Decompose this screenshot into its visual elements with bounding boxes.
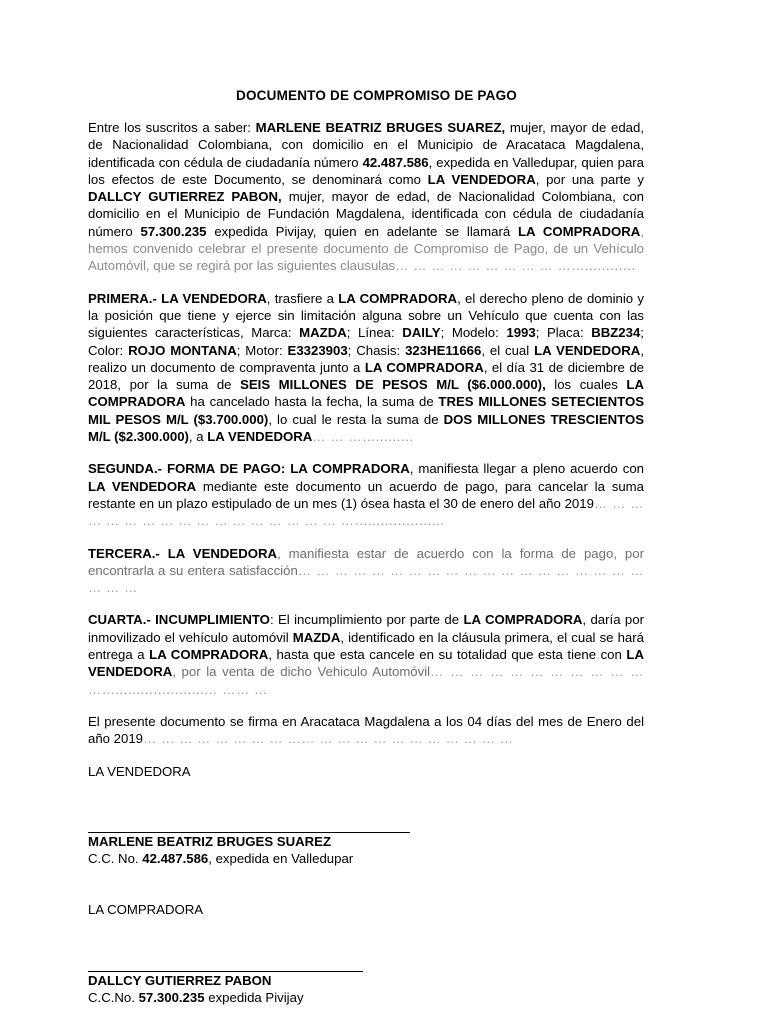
cc-suffix-compradora: expedida Pivijay	[204, 990, 304, 1006]
cuarta-compradora-2: LA COMPRADORA	[149, 647, 269, 663]
segunda-text-1: , manifiesta llegar a pleno acuerdo con	[409, 461, 644, 477]
signature-block-compradora	[88, 901, 683, 1006]
cc-number-compradora: 57.300.235	[138, 990, 205, 1006]
cc-suffix-vendedora: , expedida en Valledupar	[208, 851, 354, 867]
compradora-cedula-inline: 57.300.235	[140, 223, 207, 239]
signature-line-compradora	[88, 971, 363, 972]
vehicle-color: ROJO MONTANA	[128, 342, 237, 358]
intro-text-6: expedida Pivijay, quien en adelante se llamará	[206, 223, 518, 239]
paragraph-clause-cuarta	[88, 611, 644, 697]
primera-text-9: , el cual	[481, 342, 535, 358]
segunda-ellipsis-a: … … … … … … … … … … … … … … … … … …	[88, 495, 645, 529]
primera-text-15: , a	[188, 429, 208, 445]
primera-text-10: , realizo un documento de compraventa junto a	[88, 342, 644, 375]
primera-text-8: ; Chasis:	[347, 342, 406, 358]
cuarta-ellipsis-b: ……………………	[101, 681, 205, 697]
closing-ellipsis: … … … … … … … … …… … … … … … … … … … … …	[143, 731, 514, 747]
primera-text-1: , trasfiere a	[266, 290, 339, 306]
primera-text-4: ; Modelo:	[440, 325, 507, 341]
signature-name-vendedora: MARLENE BEATRIZ BRUGES SUAREZ	[88, 833, 331, 849]
cuarta-text-3: , identificado en la cláusula primera, el cual se hará entrega a	[88, 629, 644, 663]
paragraph-clause-segunda	[88, 460, 644, 529]
segunda-text-2: mediante este documento un acuerdo de pago, para cancelar la suma restante en un plazo estipulado de un mes (1) ósea hasta el 30 de enero del año 2019	[88, 478, 644, 511]
vehicle-marca: MAZDA	[299, 325, 347, 341]
primera-text-11: , el día 31 de diciembre de 2018, por la suma de	[88, 359, 644, 393]
vehicle-modelo: 1993	[506, 325, 536, 341]
primera-text-2: , el derecho pleno de dominio y la posición que tiene y ejerce sin limitación alguna sobre un Vehículo que cuenta con las siguientes características, Marca:	[88, 290, 644, 341]
signature-space-compradora[interactable]	[88, 919, 683, 971]
primera-text-5: ; Placa:	[535, 325, 592, 341]
intro-text-2: mujer, mayor de edad, de Nacionalidad Colombiana, con domicilio en el Municipio de Aracataca Magdalena, identificada con cédula de ciudadanía número	[88, 120, 644, 170]
primera-vendedora-3: LA VENDEDORA	[207, 429, 313, 445]
primera-text-13: ha cancelado hasta la fecha, la suma de	[185, 394, 439, 410]
cuarta-text-2: , daría por inmovilizado el vehículo automóvil	[88, 612, 644, 645]
intro-text-5: mujer, mayor de edad, de Nacionalidad Colombiana, con domicilio en el Municipio de Fundación Magdalena, identificada con cédula de ciudadanía número	[88, 189, 645, 239]
cc-prefix-compradora: C.C.No.	[88, 990, 139, 1006]
cuarta-text-5: , por la venta de dicho Vehiculo Automóvil	[172, 664, 431, 680]
compradora-role-inline: LA COMPRADORA	[517, 223, 641, 239]
cc-number-vendedora: 42.487.586	[142, 851, 209, 867]
primera-compradora-2: LA COMPRADORA	[364, 359, 484, 375]
primera-text-3: ; Línea:	[346, 325, 403, 341]
primera-ellipsis-a: … … …	[312, 429, 363, 445]
signature-space-vendedora[interactable]	[88, 780, 683, 832]
signature-block-vendedora	[88, 763, 683, 868]
primera-ellipsis-b: …………	[362, 429, 414, 445]
primera-vendedora-2: LA VENDEDORA	[534, 342, 641, 358]
primera-text-12: los cuales	[545, 377, 627, 393]
paragraph-intro	[88, 119, 644, 275]
primera-text-6: ; Color:	[88, 325, 644, 358]
vendedora-role-inline: LA VENDEDORA	[427, 171, 536, 187]
clause-cuarta-heading: CUARTA.- INCUMPLIMIENTO	[88, 612, 270, 628]
signature-name-compradora: DALLCY GUTIERREZ PABON	[88, 972, 272, 988]
cuarta-text-1: : El incumplimiento por parte de	[269, 612, 464, 628]
amount-balance: DOS MILLONES TRESCIENTOS M/L ($2.300.000)	[88, 411, 645, 445]
cuarta-vendedora: LA VENDEDORA	[88, 647, 644, 680]
cuarta-ellipsis-c: … …… …	[204, 681, 268, 697]
tercera-ellipsis-a: … … … … … … … … … … … … … … … … … … … … … …	[88, 562, 644, 596]
signature-cc-vendedora	[88, 850, 683, 867]
intro-text-7: , hemos convenido celebrar el presente documento de Compromiso de Pago, de un Vehículo Automóvil, que se regirá por las siguientes clausulas	[88, 223, 644, 274]
primera-text-14: , lo cual le resta la suma de	[268, 411, 444, 427]
amount-total: SEIS MILLONES DE PESOS M/L ($6.000.000),	[240, 377, 546, 393]
intro-text-1: Entre los suscritos a saber:	[88, 120, 256, 135]
primera-compradora: LA COMPRADORA	[338, 290, 458, 306]
cuarta-compradora: LA COMPRADORA	[463, 612, 583, 628]
vehicle-linea: DAILY	[402, 325, 441, 341]
intro-ellipsis-b: ……………	[571, 258, 636, 274]
primera-compradora-3: LA COMPRADORA	[88, 377, 644, 410]
signature-role-vendedora: LA VENDEDORA	[88, 763, 191, 779]
intro-text-4: , por una parte y	[535, 171, 644, 187]
signature-divider-space	[88, 867, 683, 901]
clause-segunda-heading: SEGUNDA.- FORMA DE PAGO: LA COMPRADORA	[88, 461, 410, 477]
intro-text-3: , expedida en Valledupar, quien para los efectos de este Documento, se denominará como	[88, 154, 645, 187]
paragraph-clause-tercera	[88, 545, 644, 597]
primera-text-7: ; Motor:	[236, 342, 288, 358]
vehicle-motor: E3323903	[287, 342, 348, 358]
segunda-vendedora: LA VENDEDORA	[88, 478, 197, 494]
segunda-ellipsis-b: …………………	[354, 513, 445, 529]
signature-cc-compradora	[88, 989, 683, 1006]
page-title: DOCUMENTO DE COMPROMISO DE PAGO	[236, 88, 517, 103]
compradora-name-inline: DALLCY GUTIERREZ PABON,	[88, 189, 282, 205]
clause-primera-heading: PRIMERA.- LA VENDEDORA	[88, 290, 267, 306]
vendedora-cedula-inline: 42.487.586	[362, 154, 429, 170]
tercera-text-1: , manifiesta estar de acuerdo con la forma de pago, por encontrarla a su entera satisfacción	[88, 545, 644, 578]
clause-tercera-heading: TERCERA.- LA VENDEDORA	[88, 545, 278, 561]
amount-paid: TRES MILLONES SETECIENTOS MIL PESOS M/L ($3.700.000)	[88, 394, 644, 427]
paragraph-closing	[88, 713, 644, 748]
cuarta-ellipsis-a: … … … … … … … … … … … …	[88, 664, 644, 697]
cuarta-vehicle-marca: MAZDA	[292, 629, 341, 645]
cuarta-text-4: , hasta que esta cancele en su totalidad que esta tiene con	[268, 647, 627, 663]
vehicle-chasis: 323HE11666	[405, 342, 482, 358]
cc-prefix-vendedora: C.C. No.	[88, 851, 143, 867]
signature-role-compradora: LA COMPRADORA	[88, 902, 204, 918]
paragraph-clause-primera	[88, 290, 644, 446]
vehicle-placa: BBZ234	[591, 325, 641, 341]
signature-line-vendedora	[88, 832, 410, 833]
intro-ellipsis-a: … … … … … … … … … …	[395, 258, 572, 274]
vendedora-name-inline: MARLENE BEATRIZ BRUGES SUAREZ,	[255, 120, 506, 135]
closing-text: El presente documento se firma en Aracataca Magdalena a los 04 días del mes de Enero del año 2019	[88, 713, 644, 747]
